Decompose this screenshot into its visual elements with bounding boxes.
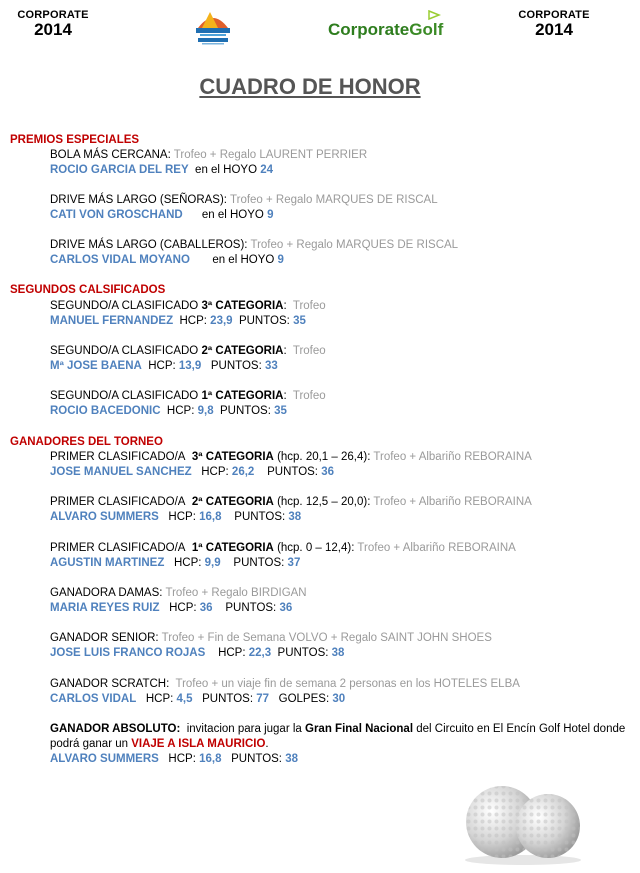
segundo-2a-line: SEGUNDO/A CLASIFICADO 2ª CATEGORIA: Trofeo — [50, 345, 326, 357]
scratch-line: GANADOR SCRATCH: Trofeo + un viaje fin de semana 2 personas en los HOTELES ELBA — [50, 678, 520, 690]
absoluto-line-1: GANADOR ABSOLUTO: invitacion para jugar la Gran Final Nacional del Circuito en El Encín Golf Hotel donde — [50, 723, 626, 735]
corporate-2014-badge-left: CORPORATE 2014 — [17, 9, 89, 39]
segundo-1a-winner: ROCIO BACEDONIC HCP: 9,8 PUNTOS: 35 — [50, 405, 287, 417]
section-segundos-clasificados: SEGUNDOS CALSIFICADOS — [10, 284, 166, 296]
segundo-2a-winner: Mª JOSE BAENA HCP: 13,9 PUNTOS: 33 — [50, 360, 278, 372]
section-ganadores-torneo: GANADORES DEL TORNEO — [10, 436, 163, 448]
senior-line: GANADOR SENIOR: Trofeo + Fin de Semana VOLVO + Regalo SAINT JOHN SHOES — [50, 632, 492, 644]
page-title: CUADRO DE HONOR — [199, 74, 421, 99]
primer-1a-winner: AGUSTIN MARTINEZ HCP: 9,9 PUNTOS: 37 — [50, 557, 301, 569]
primer-3a-line: PRIMER CLASIFICADO/A 3ª CATEGORIA (hcp. 20,1 – 26,4): Trofeo + Albariño REBORAINA — [50, 451, 532, 463]
segundo-1a-line: SEGUNDO/A CLASIFICADO 1ª CATEGORIA: Trofeo — [50, 390, 326, 402]
drive-caballeros-winner: CARLOS VIDAL MOYANO en el HOYO 9 — [50, 254, 284, 266]
segundo-3a-line: SEGUNDO/A CLASIFICADO 3ª CATEGORIA: Trofeo — [50, 300, 326, 312]
damas-winner: MARIA REYES RUIZ HCP: 36 PUNTOS: 36 — [50, 602, 293, 614]
bola-cercana-winner: ROCIO GARCIA DEL REY en el HOYO 24 — [50, 164, 274, 176]
corporate-golf-logo: CorporateGolf — [328, 20, 444, 39]
primer-3a-winner: JOSE MANUEL SANCHEZ HCP: 26,2 PUNTOS: 36 — [50, 466, 335, 478]
segundo-3a-winner: MANUEL FERNANDEZ HCP: 23,9 PUNTOS: 35 — [50, 315, 306, 327]
corporate-2014-badge-right: CORPORATE 2014 — [518, 9, 590, 39]
absoluto-winner: ALVARO SUMMERS HCP: 16,8 PUNTOS: 38 — [50, 753, 299, 765]
primer-1a-line: PRIMER CLASIFICADO/A 1ª CATEGORIA (hcp. 0 – 12,4): Trofeo + Albariño REBORAINA — [50, 542, 516, 554]
page-header — [0, 0, 640, 60]
primer-2a-winner: ALVARO SUMMERS HCP: 16,8 PUNTOS: 38 — [50, 511, 302, 523]
senior-winner: JOSE LUIS FRANCO ROJAS HCP: 22,3 PUNTOS: 38 — [50, 647, 345, 659]
section-premios-especiales: PREMIOS ESPECIALES — [10, 134, 140, 146]
bola-cercana-line: BOLA MÁS CERCANA: Trofeo + Regalo LAURENT PERRIER — [50, 149, 368, 161]
primer-2a-line: PRIMER CLASIFICADO/A 2ª CATEGORIA (hcp. 12,5 – 20,0): Trofeo + Albariño REBORAINA — [50, 496, 532, 508]
scratch-winner: CARLOS VIDAL HCP: 4,5 PUNTOS: 77 GOLPES: 30 — [50, 693, 346, 705]
golf-balls-image — [458, 776, 588, 866]
drive-senoras-winner: CATI VON GROSCHAND en el HOYO 9 — [50, 209, 274, 221]
absoluto-line-2: podrá ganar un VIAJE A ISLA MAURICIO. — [50, 738, 269, 750]
drive-caballeros-line: DRIVE MÁS LARGO (CABALLEROS): Trofeo + Regalo MARQUES DE RISCAL — [50, 239, 459, 251]
damas-line: GANADORA DAMAS: Trofeo + Regalo BIRDIGAN — [50, 587, 307, 599]
golf-flag-icon — [427, 10, 441, 24]
drive-senoras-line: DRIVE MÁS LARGO (SEÑORAS): Trofeo + Regalo MARQUES DE RISCAL — [50, 194, 438, 206]
islantilla-logo — [188, 4, 238, 48]
